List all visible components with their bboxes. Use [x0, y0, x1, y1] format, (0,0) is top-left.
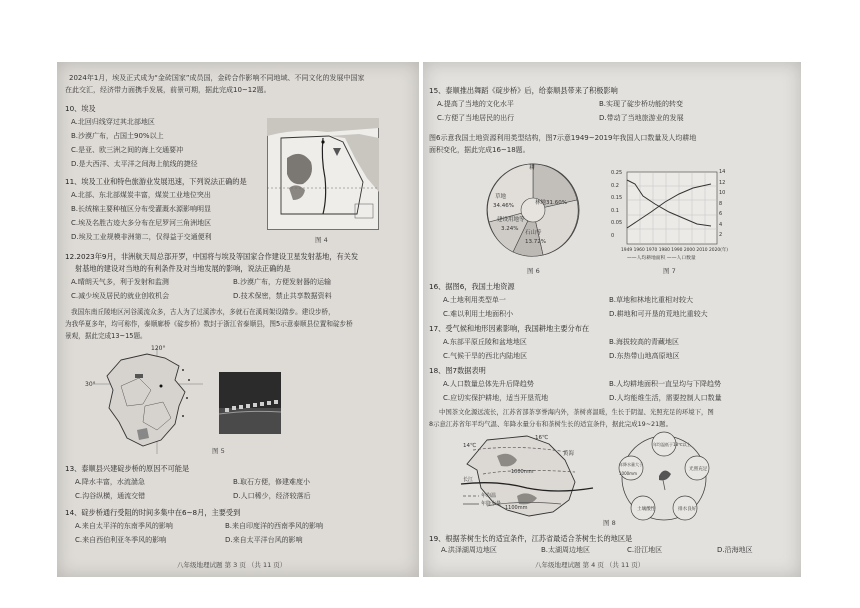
- figure-7-caption: 图 7: [663, 267, 676, 275]
- intro-text: 中国茶文化源远流长，江苏省部茶享誉海内外，茶树喜温暖，生长于阴湿、光照充足的环境下，图: [439, 408, 714, 416]
- question-14: 14、碇步桥通行受阻的时间多集中在6~8月，主要受到: [65, 508, 241, 517]
- pie-label: 石山等: [525, 230, 542, 236]
- option: A.降水丰富，水流湍急: [75, 478, 145, 486]
- egypt-map-figure: [267, 118, 379, 230]
- option: A.洪泽湖周边地区: [441, 546, 497, 554]
- pie-label: 草地: [495, 194, 507, 200]
- question-15: 15、泰顺推出舞蹈《碇步桥》后，给泰顺县带来了积极影响: [429, 86, 618, 95]
- intro-text: 我国东南丘陵地区河谷溪流众多，古人为了过溪涉水，多就石在溪间架设踏步。建设步桥，: [71, 308, 335, 316]
- option: D.带动了当地旅游业的发展: [599, 114, 684, 122]
- option: C.气候干旱的西北内陆地区: [443, 352, 528, 360]
- option: D.耕地和可开垦的荒地比重较大: [609, 310, 708, 318]
- option: B.沙漠广布，占国土90%以上: [71, 132, 164, 140]
- question-10: 10、埃及: [65, 104, 96, 113]
- question-11: 11、埃及工业和特色旅游业发展迅速，下列说法正确的是: [65, 177, 247, 186]
- option: C.来自西伯利亚冬季风的影响: [75, 536, 167, 544]
- intro-text: 为我华夏多年，均可称作，泰顺廊桥《碇步桥》数封于浙江省泰顺县，图5示意泰顺县位置和碇步桥: [65, 320, 353, 328]
- option: C.沿江地区: [627, 546, 663, 554]
- question-19: 19、根据茶树生长的适宜条件，江苏省最适合茶树生长的地区是: [429, 534, 633, 543]
- option: D.埃及工业规模非洲第二，仅得益于交通便利: [71, 233, 212, 241]
- option: B.草地和林地比重相对较大: [609, 296, 694, 304]
- option: A.提高了当地的文化水平: [437, 100, 514, 108]
- question-12: 射基地的建设对当地的有利条件及对当地发展的影响，说法正确的是: [75, 264, 291, 273]
- page-footer: 八年级地理试题 第 4 页 （共 11 页）: [535, 561, 645, 569]
- condition-label: 光照充足: [689, 467, 708, 472]
- condition-label: 年均温低于18℃以上: [653, 442, 691, 447]
- option: B.沙漠广布，方便发射器的运输: [233, 278, 332, 286]
- option: B.取石方便，修建难度小: [233, 478, 311, 486]
- option: C.减少埃及居民的就业创收机会: [71, 292, 170, 300]
- x-axis-ticks: 1949 1960 1970 1980 1990 2000 2010 2020(年): [621, 248, 728, 253]
- option: B.长绒棉主要种植区分布受灌溉水源影响明显: [71, 205, 212, 213]
- intro-text: 在此交汇，经济带力面携手发展，前景可期，据此完成10~12题。: [65, 86, 271, 94]
- option: D.沿海地区: [717, 546, 753, 554]
- option: D.是大西洋、太平洋之间海上航线的捷径: [71, 160, 198, 168]
- exam-page-4: [423, 62, 801, 577]
- question-12: 12.2023年9月，非洲航天局总部开罗，中国将与埃及等国家合作建设卫星发射基地，有关发: [65, 252, 359, 261]
- map-label: 长江: [463, 477, 474, 483]
- option: C.是亚、欧三洲之间的海上交通要冲: [71, 146, 184, 154]
- figure-5-caption: 图 5: [212, 447, 225, 455]
- intro-text: 图6示意我国土地资源利用类型结构，图7示意1949~2019年我国人口数量及人均耕地: [429, 134, 697, 142]
- question-17: 17、受气候和地形因素影响，我国耕地主要分布在: [429, 324, 590, 333]
- stepping-stone-photo: [219, 372, 281, 434]
- option: B.实现了碇步桥功能的转变: [599, 100, 684, 108]
- option: D.人均能维生活，需要控制人口数量: [609, 394, 722, 402]
- map-legend-item: 年均温: [481, 493, 497, 499]
- latitude-label: 30°: [85, 381, 96, 388]
- intro-text: 景观，据此完成13~15题。: [65, 332, 147, 340]
- pie-label: 林地31.60%: [535, 200, 567, 206]
- option: D.技术保密，禁止共享数据资料: [233, 292, 332, 300]
- option: A.来自太平洋的东南季风的影响: [75, 522, 173, 530]
- map-label: 16℃: [535, 435, 549, 441]
- condition-label: 土壤酸性: [637, 507, 656, 512]
- pie-value: 34.46%: [493, 203, 514, 209]
- zhejiang-map-figure: [91, 346, 203, 456]
- condition-label: 排水良好: [678, 507, 697, 512]
- option: A.北回归线穿过其北部地区: [71, 118, 155, 126]
- pie-label: 建设用地等: [497, 217, 525, 223]
- intro-text: 面积变化，据此完成16~18题。: [429, 146, 530, 154]
- condition-label: 年降水量大于1000mm: [619, 462, 643, 476]
- question-18: 18、图7数据表明: [429, 366, 486, 375]
- option: C.应切实保护耕地，适当开垦荒地: [443, 394, 549, 402]
- option: D.来自太平洋台风的影响: [225, 536, 303, 544]
- figure-8-caption: 图 8: [603, 519, 616, 527]
- longitude-label: 120°: [151, 345, 166, 352]
- option: B.太湖周边地区: [541, 546, 591, 554]
- option: C.方便了当地居民的出行: [437, 114, 515, 122]
- option: A.人口数量总体先升后降趋势: [443, 380, 534, 388]
- option: B.人均耕地面积一直呈均与下降趋势: [609, 380, 722, 388]
- map-legend-item: 年降水量: [481, 501, 502, 507]
- map-label: 1100mm: [505, 505, 528, 511]
- map-label: 1000mm: [511, 469, 534, 475]
- option: A.土地利用类型单一: [443, 296, 506, 304]
- option: A.晴朗天气多，利于发射和监测: [71, 278, 169, 286]
- figure-4-caption: 图 4: [315, 236, 328, 244]
- pie-label-top: 耕: [529, 164, 536, 171]
- map-label: 黄海: [563, 451, 575, 457]
- question-16: 16、据图6，我国土地资源: [429, 282, 515, 291]
- pie-value: 3.24%: [501, 226, 519, 232]
- map-label: 14℃: [463, 443, 477, 449]
- intro-text: 8示意江苏省年平均气温、年降水量分布和茶树生长的适宜条件，据此完成19~21题。: [429, 420, 672, 428]
- pie-value: 13.72%: [525, 239, 546, 245]
- option: D.人口稀少，经济较落后: [233, 492, 311, 500]
- option: B.来自印度洋的西南季风的影响: [225, 522, 324, 530]
- option: A.东部平原丘陵和盆地地区: [443, 338, 527, 346]
- y-axis-right-ticks: 14 12 10 8 6 4 2: [719, 169, 726, 238]
- intro-text: 2024年1月，埃及正式成为“金砖国家”成员国，金砖合作影响不同地域、不同文化的发展中国家: [69, 74, 365, 82]
- chart-legend: ——人均耕地面积 ——人口数量: [627, 256, 696, 261]
- option: C.埃及名胜古迹大多分布在尼罗河三角洲地区: [71, 219, 212, 227]
- exam-page-3: [57, 62, 419, 577]
- option: C.沟谷纵横，通流交错: [75, 492, 146, 500]
- option: A.北部、东北部煤炭丰富，煤炭工业地位突出: [71, 191, 211, 199]
- question-13: 13、泰顺县兴建碇步桥的原因不可能是: [65, 464, 190, 473]
- y-axis-left-ticks: 0.25 0.2 0.15 0.1 0.05 0: [611, 170, 623, 239]
- option: D.东热带山地高原地区: [609, 352, 680, 360]
- option: B.海拔较高的青藏地区: [609, 338, 680, 346]
- figure-6-caption: 图 6: [527, 267, 540, 275]
- option: C.难以利用土地面积小: [443, 310, 514, 318]
- page-footer: 八年级地理试题 第 3 页 （共 11 页）: [177, 561, 287, 569]
